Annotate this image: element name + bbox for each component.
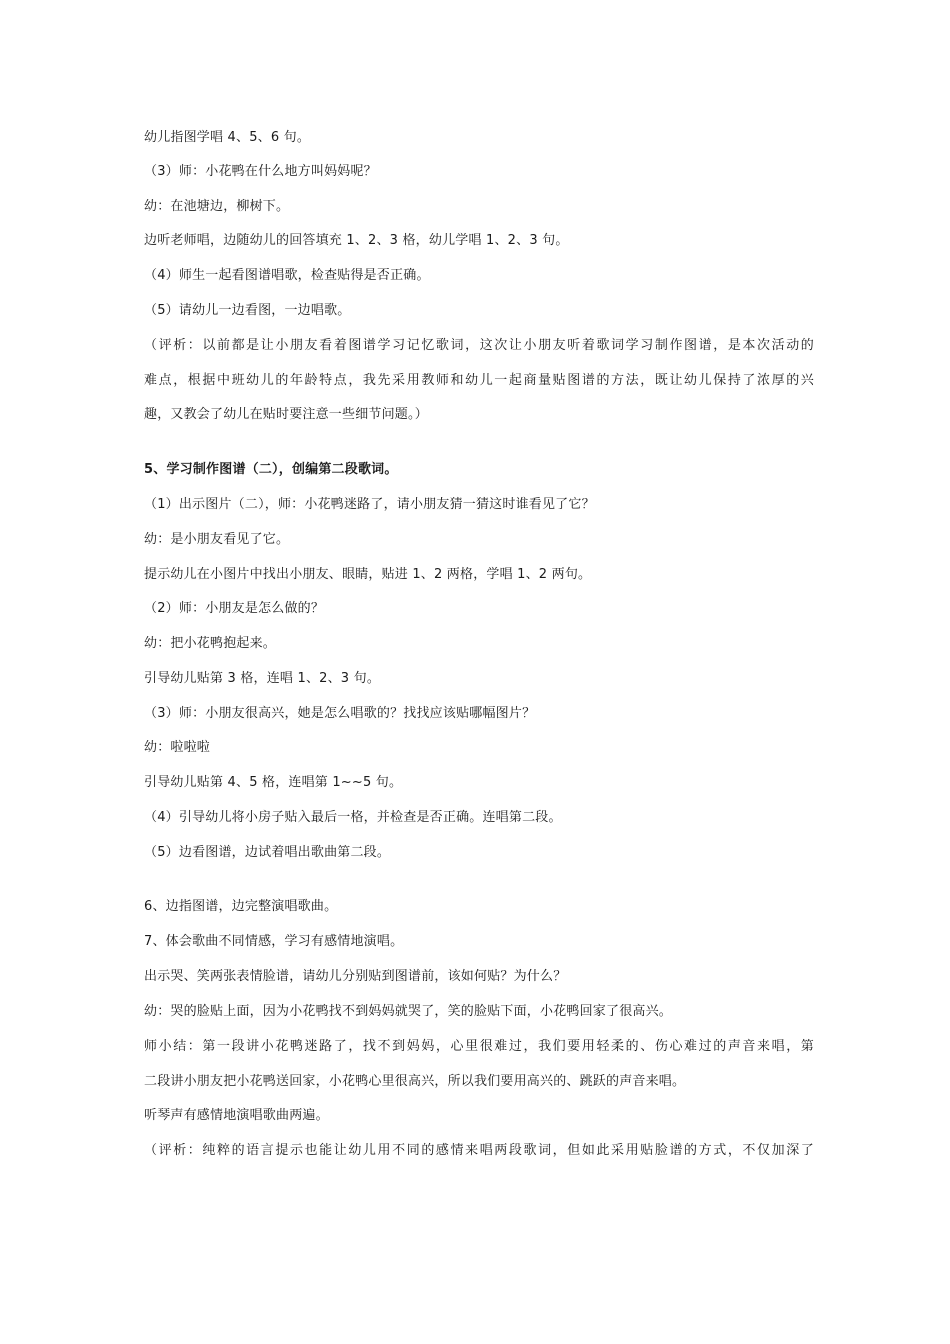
text-line: 师小结：第一段讲小花鸭迷路了，找不到妈妈，心里很难过，我们要用轻柔的、伤心难过的声音来唱，第: [144, 1039, 814, 1054]
text-line: （4）师生一起看图谱唱歌，检查贴得是否正确。: [144, 268, 430, 283]
text-line: （2）师：小朋友是怎么做的？: [144, 601, 325, 616]
text-line: 引导幼儿贴第 3 格，连唱 1、2、3 句。: [144, 671, 381, 686]
text-line: （4）引导幼儿将小房子贴入最后一格，并检查是否正确。连唱第二段。: [144, 810, 562, 825]
text-line: （3）师：小朋友很高兴，她是怎么唱歌的？找找应该贴哪幅图片？: [144, 706, 536, 721]
text-line: 难点，根据中班幼儿的年龄特点，我先采用教师和幼儿一起商量贴图谱的方法，既让幼儿保持了浓厚的兴: [144, 373, 814, 388]
text-line: （5）请幼儿一边看图，一边唱歌。: [144, 303, 351, 318]
text-line: （评析：以前都是让小朋友看着图谱学习记忆歌词，这次让小朋友听着歌词学习制作图谱，是本次活动的: [144, 338, 814, 353]
text-line: 6、边指图谱，边完整演唱歌曲。: [144, 899, 338, 914]
text-line: 听琴声有感情地演唱歌曲两遍。: [144, 1108, 329, 1123]
text-line: （评析：纯粹的语言提示也能让幼儿用不同的感情来唱两段歌词，但如此采用贴脸谱的方式，不仅加深了: [144, 1143, 814, 1158]
text-line: 出示哭、笑两张表情脸谱，请幼儿分别贴到图谱前，该如何贴？为什么？: [144, 969, 567, 984]
text-line: 幼：在池塘边，柳树下。: [144, 199, 290, 214]
text-line: 引导幼儿贴第 4、5 格，连唱第 1~~5 句。: [144, 775, 403, 790]
text-line: 幼儿指图学唱 4、5、6 句。: [144, 130, 311, 145]
text-line: （1）出示图片（二），师：小花鸭迷路了，请小朋友猜一猜这时谁看见了它？: [144, 497, 595, 512]
text-line: 7、体会歌曲不同情感，学习有感情地演唱。: [144, 934, 404, 949]
text-line: 幼：把小花鸭抱起来。: [144, 636, 277, 651]
section-heading: 5、学习制作图谱（二），创编第二段歌词。: [144, 462, 398, 477]
text-line: 提示幼儿在小图片中找出小朋友、眼睛，贴进 1、2 两格，学唱 1、2 两句。: [144, 567, 592, 582]
text-line: 幼：是小朋友看见了它。: [144, 532, 290, 547]
text-line: 二段讲小朋友把小花鸭送回家，小花鸭心里很高兴，所以我们要用高兴的、跳跃的声音来唱。: [144, 1074, 686, 1089]
text-line: 边听老师唱，边随幼儿的回答填充 1、2、3 格，幼儿学唱 1、2、3 句。: [144, 233, 569, 248]
text-line: 趣，又教会了幼儿在贴时要注意一些细节问题。）: [144, 407, 428, 422]
text-line: 幼：啦啦啦: [144, 740, 211, 755]
text-line: 幼：哭的脸贴上面，因为小花鸭找不到妈妈就哭了，笑的脸贴下面，小花鸭回家了很高兴。: [144, 1004, 673, 1019]
text-line: （3）师：小花鸭在什么地方叫妈妈呢？: [144, 164, 377, 179]
text-line: （5）边看图谱，边试着唱出歌曲第二段。: [144, 845, 391, 860]
